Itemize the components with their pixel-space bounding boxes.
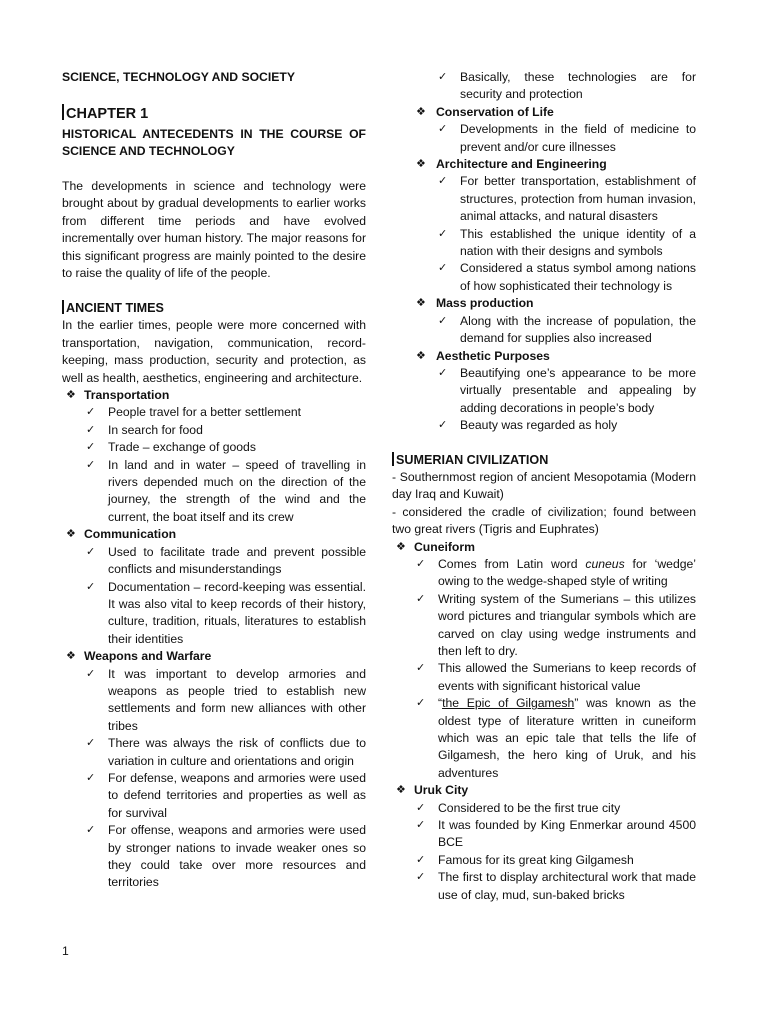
right-column-content [392, 69, 696, 904]
check-icon: ✓ [86, 737, 96, 750]
diamond-bullet-icon: ❖ [396, 784, 406, 797]
diamond-bullet-icon: ❖ [66, 389, 76, 402]
bullet-uruk-city: ❖ Uruk City [392, 782, 696, 799]
check-item: ✓ For offense, weapons and armories were used by stronger nations to invade weaker ones so they could take over more resources and territories [86, 823, 366, 890]
sumerian-line-2: - considered the cradle of civilization; found between two great rivers (Tigris and Euphrates) [392, 504, 696, 537]
check-icon: ✓ [416, 871, 426, 884]
check-icon: ✓ [86, 458, 96, 471]
sumerian-line-1: - Southernmost region of ancient Mesopotamia (Modern day Iraq and Kuwait) [392, 469, 696, 502]
check-item: ✓ In land and in water – speed of travelling in rivers depended much on the direction of the journey, the strength of the wind and the current, the boat itself and its crew [86, 457, 366, 524]
check-icon: ✓ [438, 314, 448, 327]
check-item: ✓ Considered to be the first true city [392, 800, 696, 817]
bullet-mass-production: ❖ Mass production [392, 295, 696, 312]
check-icon: ✓ [86, 667, 96, 680]
heading-bar [62, 300, 64, 314]
check-icon: ✓ [86, 545, 96, 558]
bullet-aesthetic-purposes: ❖ Aesthetic Purposes [392, 348, 696, 365]
check-item: ✓ For defense, weapons and armories were used to defend territories and properties as well as for survival [86, 770, 366, 820]
check-icon: ✓ [416, 801, 426, 814]
heading-bar [392, 452, 394, 466]
check-icon: ✓ [438, 262, 448, 275]
bullet-transportation: ❖ Transportation [62, 387, 366, 404]
heading-bar [62, 104, 64, 120]
diamond-bullet-icon: ❖ [66, 528, 76, 541]
bullet-conservation-of-life: ❖ Conservation of Life [392, 104, 696, 121]
check-item: ✓ Trade – exchange of goods [62, 439, 366, 456]
check-item: ✓ Developments in the field of medicine to prevent and/or cure illnesses [438, 122, 696, 154]
check-icon: ✓ [416, 819, 426, 832]
check-item: ✓ “the Epic of Gilgamesh” was known as the oldest type of literature written in cuneiform which was an epic tale that tells the life of Gilgamesh, the hero king of Uruk, and his adventures [416, 696, 696, 780]
check-icon: ✓ [438, 366, 448, 379]
diamond-bullet-icon: ❖ [416, 158, 426, 171]
check-item: ✓ Writing system of the Sumerians – this utilizes word pictures and triangular symbols which are carved on clay using wedge instruments and then left to dry. [416, 591, 696, 658]
check-icon: ✓ [416, 592, 426, 605]
spacer [392, 435, 696, 452]
check-icon: ✓ [416, 697, 426, 710]
check-icon: ✓ [438, 227, 448, 240]
diamond-bullet-icon: ❖ [396, 540, 406, 553]
bullet-architecture-and-engineering: ❖ Architecture and Engineering [392, 156, 696, 173]
bullet-cuneiform: ❖ Cuneiform [392, 539, 696, 556]
latin-word: cuneus [585, 556, 625, 571]
check-icon: ✓ [438, 419, 448, 432]
check-item: ✓ It was founded by King Enmerkar around 4500 BCE [416, 818, 696, 850]
check-item: ✓ Used to facilitate trade and prevent possible conflicts and misunderstandings [86, 544, 366, 577]
bullet-weapons-and-warfare: ❖ Weapons and Warfare [62, 648, 366, 665]
diamond-bullet-icon: ❖ [416, 349, 426, 362]
check-item: ✓ Basically, these technologies are for security and protection [438, 70, 696, 102]
check-item: ✓ Documentation – record-keeping was essential. It was also vital to keep records of their history, culture, tradition, rituals, literatures to establish their identities [86, 579, 366, 646]
diamond-bullet-icon: ❖ [66, 650, 76, 663]
check-item: ✓ This allowed the Sumerians to keep records of events with significant historical value [416, 661, 696, 693]
intro-paragraph: The developments in science and technology were brought about by gradual developments to earlier works from different time periods and have evolved incrementally over human history. The major reasons for this significant progress are mainly pointed to the desire to raise the quality of life of the people. [62, 179, 366, 281]
section-title-ancient-times: ANCIENT TIMES [62, 300, 366, 317]
check-icon: ✓ [438, 71, 448, 83]
chapter-heading: CHAPTER 1 [62, 104, 148, 123]
check-item: ✓ The first to display architectural work that made use of clay, mud, sun-baked bricks [416, 870, 696, 902]
diamond-bullet-icon: ❖ [416, 105, 426, 118]
section-title-sumerian-civilization: SUMERIAN CIVILIZATION [392, 452, 696, 469]
check-icon: ✓ [416, 662, 426, 675]
check-icon: ✓ [86, 441, 96, 454]
check-item: ✓ Famous for its great king Gilgamesh [392, 852, 696, 869]
check-icon: ✓ [86, 771, 96, 784]
check-icon: ✓ [438, 123, 448, 136]
check-icon: ✓ [86, 580, 96, 593]
check-item: ✓ It was important to develop armories and weapons as people tried to establish new settlements and form new alliances with other tribes [86, 666, 366, 733]
check-icon: ✓ [86, 423, 96, 436]
check-item: ✓ Considered a status symbol among nations of how sophisticated their technology is [438, 261, 696, 293]
ancient-times-section [62, 300, 366, 892]
check-icon: ✓ [86, 824, 96, 837]
check-item: ✓ This established the unique identity of a nation with their designs and symbols [438, 226, 696, 259]
epic-title: the Epic of Gilgamesh [442, 696, 575, 711]
check-item: ✓ Comes from Latin word cuneus for ‘wedge’ owing to the wedge-shaped style of writing [416, 556, 696, 589]
check-item: ✓ There was always the risk of conflicts due to variation in culture and orientations and origin [86, 736, 366, 768]
check-icon: ✓ [86, 406, 96, 419]
check-icon: ✓ [416, 853, 426, 866]
check-item: ✓ Beautifying one’s appearance to be more virtually presentable and appealing by adding decorations in people’s body [438, 365, 696, 415]
ancient-intro: In the earlier times, people were more concerned with transportation, navigation, communication, record-keeping, mass production, security and protection, as well as health, aesthetics, engineering and architecture. [62, 318, 366, 385]
check-icon: ✓ [416, 557, 426, 570]
diamond-bullet-icon: ❖ [416, 297, 426, 310]
check-item: ✓ For better transportation, establishment of structures, protection from human invasion, animal attacks, and natural disasters [438, 174, 696, 224]
chapter-subtitle: HISTORICAL ANTECEDENTS IN THE COURSE OF SCIENCE AND TECHNOLOGY [62, 127, 366, 159]
bullet-communication: ❖ Communication [62, 526, 366, 543]
page-number: 1 [62, 944, 69, 958]
check-item: ✓ In search for food [62, 422, 366, 439]
check-icon: ✓ [438, 175, 448, 188]
check-item: ✓ Along with the increase of population, the demand for supplies also increased [438, 313, 696, 346]
document-title: SCIENCE, TECHNOLOGY AND SOCIETY [62, 70, 295, 84]
check-item: ✓ Beauty was regarded as holy [392, 417, 696, 434]
check-item: ✓ People travel for a better settlement [62, 404, 366, 421]
